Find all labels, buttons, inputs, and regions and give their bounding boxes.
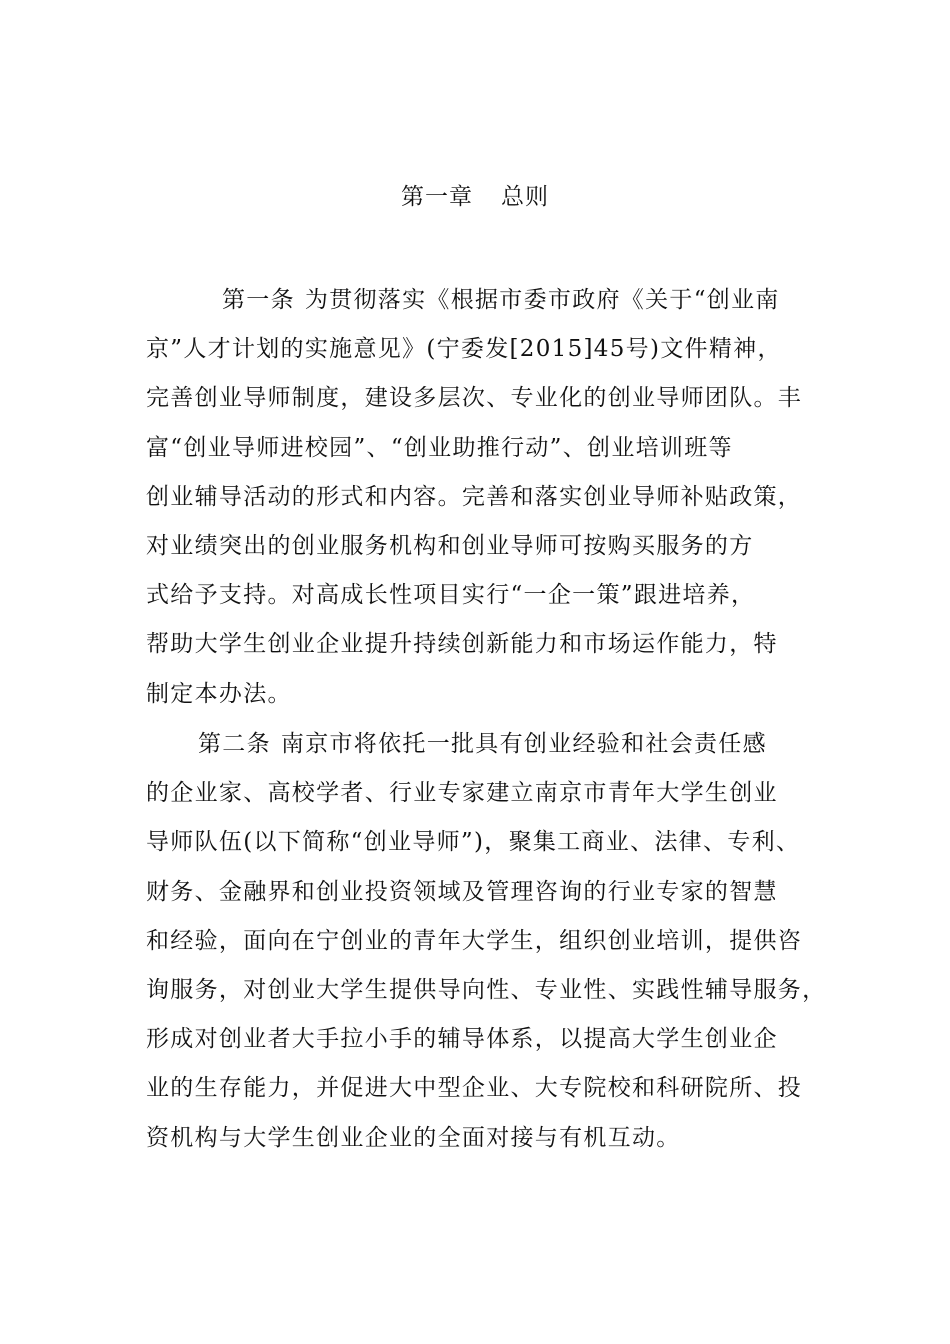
chapter-heading xyxy=(0,178,950,211)
paragraph-line: 式给予支持。对高成长性项目实行“一企一策”跟进培养， xyxy=(146,582,756,609)
paragraph-line: 的企业家、高校学者、行业专家建立南京市青年大学生创业 xyxy=(146,780,778,807)
paragraph-line: 对业绩突出的创业服务机构和创业导师可按购买服务的方 xyxy=(146,532,754,559)
paragraph-line: 富“创业导师进校园”、“创业助推行动”、创业培训班等 xyxy=(146,434,733,461)
chapter-title: 总则 xyxy=(501,184,549,210)
paragraph-line: 导师队伍(以下简称“创业导师”)，聚集工商业、法律、专利、 xyxy=(146,829,801,856)
paragraph-line: 询服务，对创业大学生提供导向性、专业性、实践性辅导服务， xyxy=(146,976,827,1003)
paragraph-line: 京”人才计划的实施意见》(宁委发[2015]45号)文件精神， xyxy=(146,336,782,363)
article-1-paragraph xyxy=(146,276,818,719)
paragraph-line: 第二条 南京市将依托一批具有创业经验和社会责任感 xyxy=(198,731,767,757)
paragraph-line: 和经验，面向在宁创业的青年大学生，组织创业培训，提供咨 xyxy=(146,927,803,954)
paragraph-line: 制定本办法。 xyxy=(146,680,292,707)
paragraph-line: 业的生存能力，并促进大中型企业、大专院校和科研院所、投 xyxy=(146,1075,803,1102)
paragraph-line: 资机构与大学生创业企业的全面对接与有机互动。 xyxy=(146,1124,681,1151)
paragraph-line: 完善创业导师制度，建设多层次、专业化的创业导师团队。丰 xyxy=(146,385,803,412)
paragraph-line: 帮助大学生创业企业提升持续创新能力和市场运作能力，特 xyxy=(146,631,778,658)
article-1-label: 第一条 xyxy=(222,287,295,313)
paragraph-line: 财务、金融界和创业投资领域及管理咨询的行业专家的智慧 xyxy=(146,878,778,905)
article-2-label: 第二条 xyxy=(198,731,271,757)
chapter-number: 第一章 xyxy=(401,184,473,210)
paragraph-line: 形成对创业者大手拉小手的辅导体系，以提高大学生创业企 xyxy=(146,1026,778,1053)
paragraph-line: 第一条 为贯彻落实《根据市委市政府《关于“创业南 xyxy=(222,287,780,313)
article-2-paragraph xyxy=(146,720,827,1163)
paragraph-line: 创业辅导活动的形式和内容。完善和落实创业导师补贴政策， xyxy=(146,483,803,510)
